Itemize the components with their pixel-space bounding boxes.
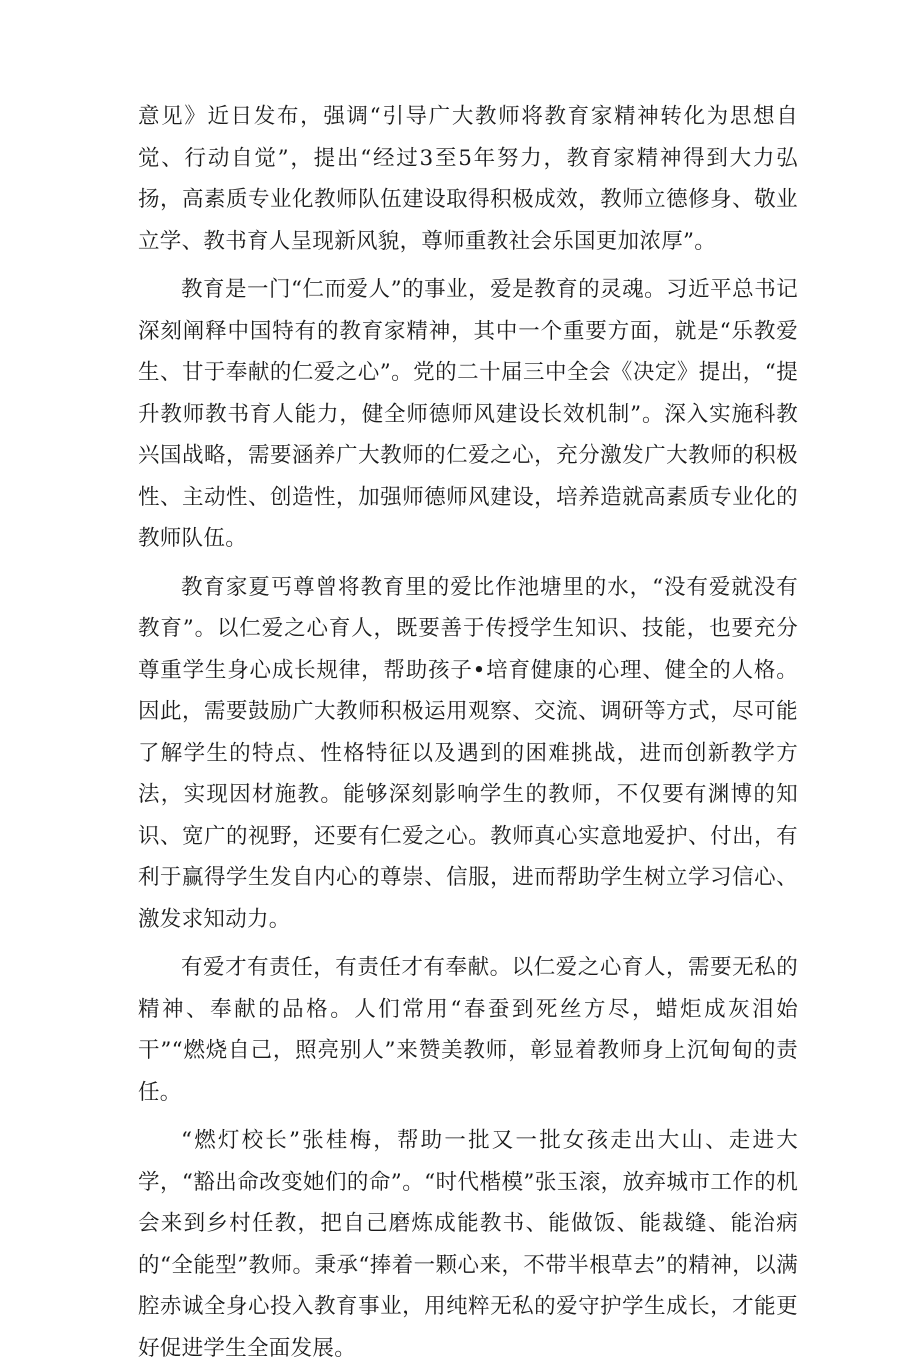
- paragraph-pond-water: 教育家夏丐尊曾将教育里的爱比作池塘里的水，“没有爱就没有教育”。以仁爱之心育人，既要善于传授学生知识、技能，也要充分尊重学生身心成长规律，帮助孩子•培育健康的心理、健全的人格。因此，需要鼓励广大教师积极运用观察、交流、调研等方式，尽可能了解学生的特点、性格特征以及遇到的困难挑战，进而创新教学方法，实现因材施教。能够深刻影响学生的教师，不仅要有渊博的知识、宽广的视野，还要有仁爱之心。教师真心实意地爱护、付出，有利于赢得学生发自内心的尊崇、信服，进而帮助学生树立学习信心、激发求知动力。: [138, 574, 798, 932]
- paragraph-continuation: 意见》近日发布，强调“引导广大教师将教育家精神转化为思想自觉、行动自觉”，提出“经过3至5年努力，教育家精神得到大力弘扬，高素质专业化教师队伍建设取得积极成效，教师立德修身、敬业立学、教书育人呈现新风貌，尊师重教社会乐国更加浓厚”。: [138, 104, 798, 254]
- article-body: [138, 96, 798, 1369]
- paragraph-role-models: “燃灯校长”张桂梅，帮助一批又一批女孩走出大山、走进大学，“豁出命改变她们的命”。“时代楷模”张玉滚，放弃城市工作的机会来到乡村任教，把自己磨炼成能教书、能做饭、能裁缝、能治病的“全能型”教师。秉承“捧着一颗心来，不带半根草去”的精神，以满腔赤诚全身心投入教育事业，用纯粹无私的爱守护学生成长，才能更好促进学生全面发展。: [138, 1128, 798, 1361]
- paragraph-teacher-love: 教育是一门“仁而爱人”的事业，爱是教育的灵魂。习近平总书记深刻阐释中国特有的教育家精神，其中一个重要方面，就是“乐教爱生、甘于奉献的仁爱之心”。党的二十届三中全会《决定》提出，“提升教师教书育人能力，健全师德师风建设长效机制”。深入实施科教兴国战略，需要涵养广大教师的仁爱之心，充分激发广大教师的积极性、主动性、创造性，加强师德师风建设，培养造就高素质专业化的教师队伍。: [138, 277, 798, 551]
- paragraph-responsibility: 有爱才有责任，有责任才有奉献。以仁爱之心育人，需要无私的精神、奉献的品格。人们常用“春蚕到死丝方尽，蜡炬成灰泪始干”“燃烧自己，照亮别人”来赞美教师，彰显着教师身上沉甸甸的责任。: [138, 955, 798, 1105]
